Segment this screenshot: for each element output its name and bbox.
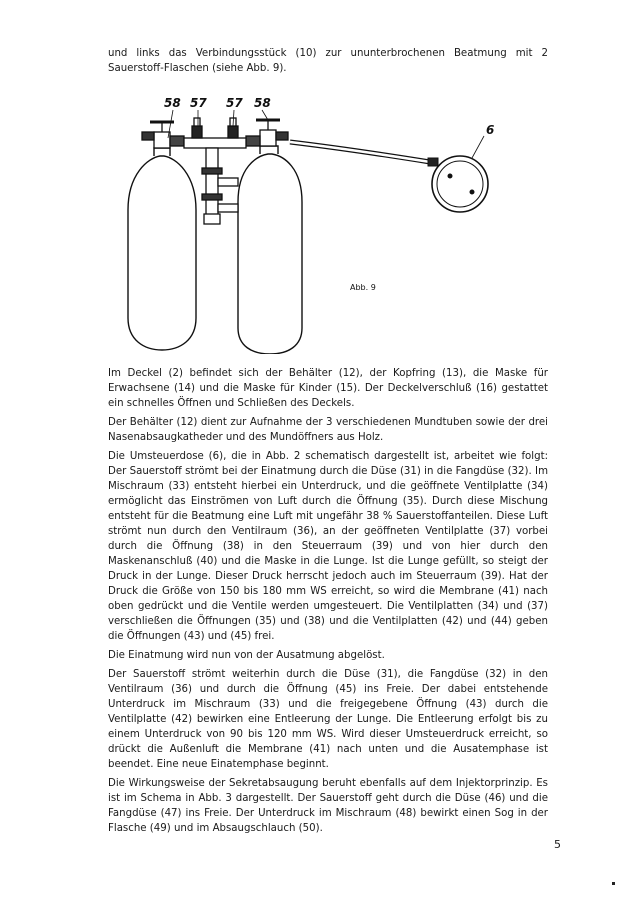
cylinder-diagram xyxy=(110,92,530,354)
body-text xyxy=(108,366,548,840)
right-valve xyxy=(246,120,288,146)
page-number: 5 xyxy=(554,838,561,851)
paragraph-umsteuerdose: Die Umsteuerdose (6), die in Abb. 2 schematisch dargestellt ist, arbeitet wie folgt: Der Sauerstoff strömt bei der Einatmung durch die Düse (31) in die Fangdüse (32). Im Mischraum (33) entsteht hierbei ein Unterdruck, und die geöffnete Ventilplatte (34) ermöglicht das Einströmen von Luft durch die Öffnung (35). Durch diese Mischung entsteht für die Beatmung eine Luft mit ungefähr 38 % Sauerstoffanteilen. Diese Luft strömt nun durch den Ventilraum (36), an der geöffneten Ventilplatte (37) vorbei durch die Öffnung (38) in den Steuerraum (39) und von hier durch den Maskenanschluß (40) und die Maske in die Lunge. Ist die Lunge gefüllt, so steigt der Druck in der Lunge. Dieser Druck herrscht jedoch auch im Steuerraum (39). Hat der Druck die Größe von 150 bis 180 mm WS erreicht, so wird die Membrane (41) nach oben gedrückt und die Ventile werden umgesteuert. Die Ventilplatten (34) und (37) verschließen die Öffnungen (35) und (38) und die Ventilplatten (42) und (44) geben die Öffnungen (43) und (45) frei. xyxy=(108,451,548,642)
figure-oxygen-cylinders xyxy=(110,92,530,354)
left-valve xyxy=(142,122,184,148)
right-cylinder xyxy=(238,146,302,354)
label-6-mask: 6 xyxy=(486,123,495,137)
figure-caption: Abb. 9 xyxy=(350,283,376,292)
paragraph-sekretabsaugung: Die Wirkungsweise der Sekretabsaugung beruht ebenfalls auf dem Injektorprinzip. Es ist im Schema in Abb. 3 dargestellt. Der Sauerstoff geht durch die Düse (46) und die Fangdüse (47) ins Freie. Der Unterdruck im Mischraum (48) bewirkt einen Sog in der Flasche (49) und im Absaugschlauch (50). xyxy=(108,778,548,834)
intro-paragraph: und links das Verbindungsstück (10) zur ununterbrochenen Beatmung mit 2 Sauerstoff-Flaschen (siehe Abb. 9). xyxy=(108,48,548,74)
paragraph-behaelter: Der Behälter (12) dient zur Aufnahme der 3 verschiedenen Mundtuben sowie der drei Nasenabsaugkatheder und des Mundöffners aus Holz. xyxy=(108,417,548,443)
connecting-piece xyxy=(184,118,246,224)
paragraph-deckel: Im Deckel (2) befindet sich der Behälter (12), der Kopfring (13), die Maske für Erwachsene (14) und die Maske für Kinder (15). Der Deckelverschluß (16) gestattet ein schnelles Öffnen und Schließen des Deckels. xyxy=(108,368,548,409)
label-58-right: 58 xyxy=(254,96,271,110)
label-58-left: 58 xyxy=(164,96,181,110)
scan-mark xyxy=(612,882,615,885)
paragraph-ausatmung: Der Sauerstoff strömt weiterhin durch die Düse (31), die Fangdüse (32) in den Ventilraum (36) und durch die Öffnung (45) ins Freie. Der dabei entstehende Unterdruck im Mischraum (33) und die freigegebene Öffnung (43) durch die Ventilplatte (42) bewirken eine Entleerung der Lunge. Die Entleerung erfolgt bis zu einem Unterdruck von 90 bis 120 mm WS. Wird dieser Umsteuerdruck erreicht, so drückt die Außenluft die Membrane (41) nach unten und die Ausatemphase ist beendet. Eine neue Einatemphase beginnt. xyxy=(108,669,548,770)
label-57-left: 57 xyxy=(190,96,207,110)
label-57-right: 57 xyxy=(226,96,243,110)
paragraph-einatmung: Die Einatmung wird nun von der Ausatmung abgelöst. xyxy=(108,650,385,661)
left-cylinder xyxy=(128,148,196,350)
control-box xyxy=(428,156,488,212)
